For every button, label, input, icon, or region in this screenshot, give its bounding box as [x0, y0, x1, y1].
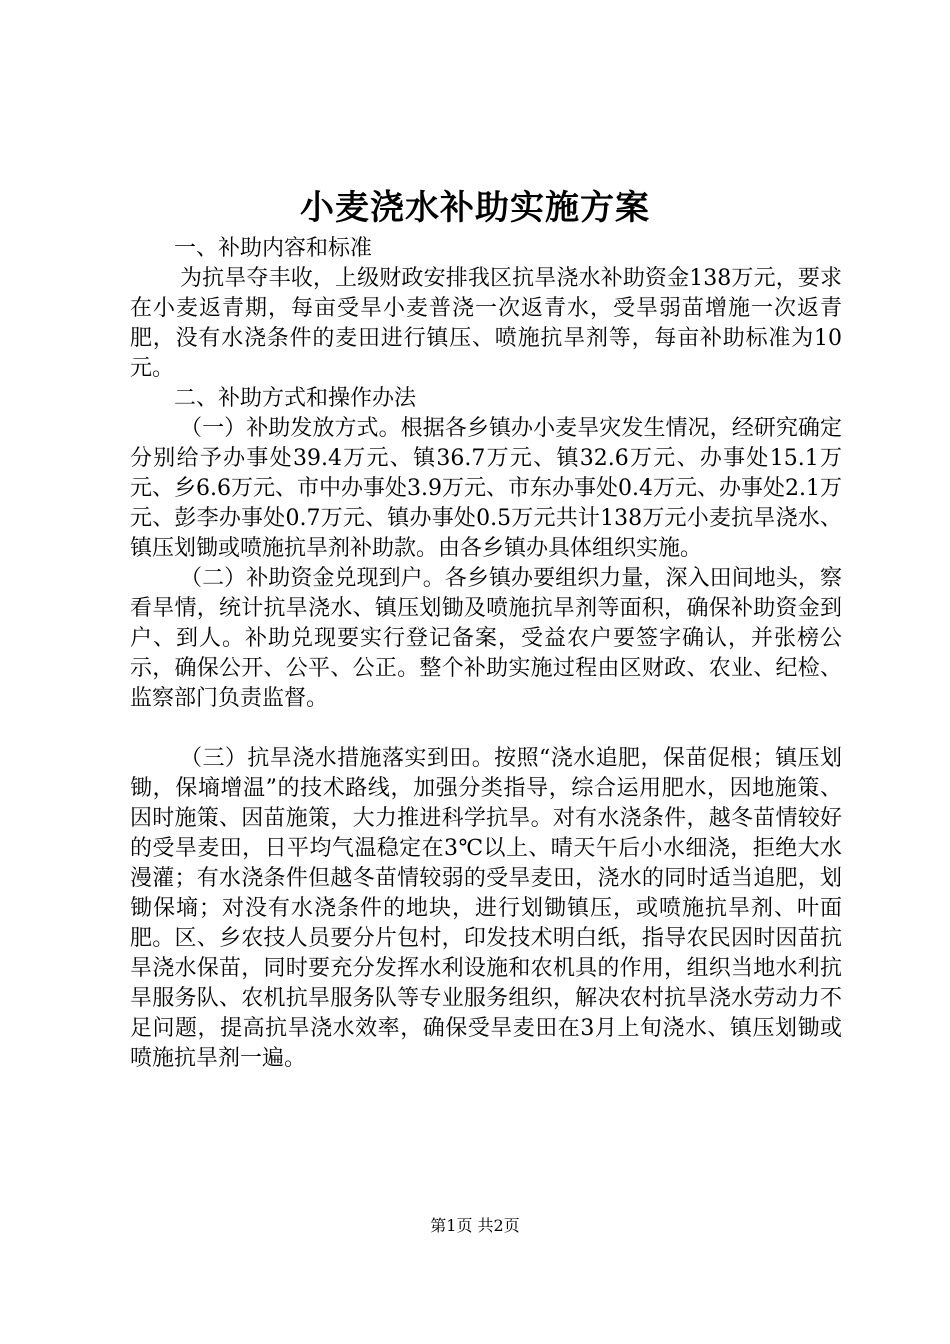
section-heading: 一、补助内容和标准 — [174, 236, 373, 261]
document-title: 小麦浇水补助实施方案 — [300, 188, 650, 228]
paragraph: （一）补助发放方式。根据各乡镇办小麦旱灾发生情况，经研究确定分别给予办事处39.4万元、镇36.7万元、镇32.6万元、办事处15.1万元、乡6.6万元、市中办事处3.9万元、市东办事处0.4万元、办事处2.1万元、彭李办事处0.7万元、镇办事处0.5万元共计138万元小麦抗旱浇水、镇压划锄或喷施抗旱剂补助款。由各乡镇办具体组织实施。 — [130, 416, 842, 561]
paragraph: （二）补助资金兑现到户。各乡镇办要组织力量，深入田间地头，察看旱情，统计抗旱浇水、镇压划锄及喷施抗旱剂等面积，确保补助资金到户、到人。补助兑现要实行登记备案，受益农户要签字确认，并张榜公示，确保公开、公平、公正。整个补助实施过程由区财政、农业、纪检、监察部门负责监督。 — [130, 566, 842, 711]
paragraph: 为抗旱夺丰收，上级财政安排我区抗旱浇水补助资金138万元，要求在小麦返青期，每亩受旱小麦普浇一次返青水，受旱弱苗增施一次返青肥，没有水浇条件的麦田进行镇压、喷施抗旱剂等，每亩补助标准为10元。 — [130, 266, 842, 381]
page-footer: 第1页 共2页 — [430, 1216, 520, 1235]
section-heading: 二、补助方式和操作办法 — [174, 386, 417, 411]
document-body — [130, 234, 842, 1074]
paragraph: （三）抗旱浇水措施落实到田。按照“浇水追肥，保苗促根；镇压划锄，保墒增温”的技术路线，加强分类指导，综合运用肥水，因地施策、因时施策、因苗施策，大力推进科学抗旱。对有水浇条件，越冬苗情较好的受旱麦田，日平均气温稳定在3℃以上、晴天午后小水细浇，拒绝大水漫灌；有水浇条件但越冬苗情较弱的受旱麦田，浇水的同时适当追肥，划锄保墒；对没有水浇条件的地块，进行划锄镇压，或喷施抗旱剂、叶面肥。区、乡农技人员要分片包村，印发技术明白纸，指导农民因时因苗抗旱浇水保苗，同时要充分发挥水利设施和农机具的作用，组织当地水利抗旱服务队、农机抗旱服务队等专业服务组织，解决农村抗旱浇水劳动力不足问题，提高抗旱浇水效率，确保受旱麦田在3月上旬浇水、镇压划锄或喷施抗旱剂一遍。 — [130, 746, 842, 1071]
